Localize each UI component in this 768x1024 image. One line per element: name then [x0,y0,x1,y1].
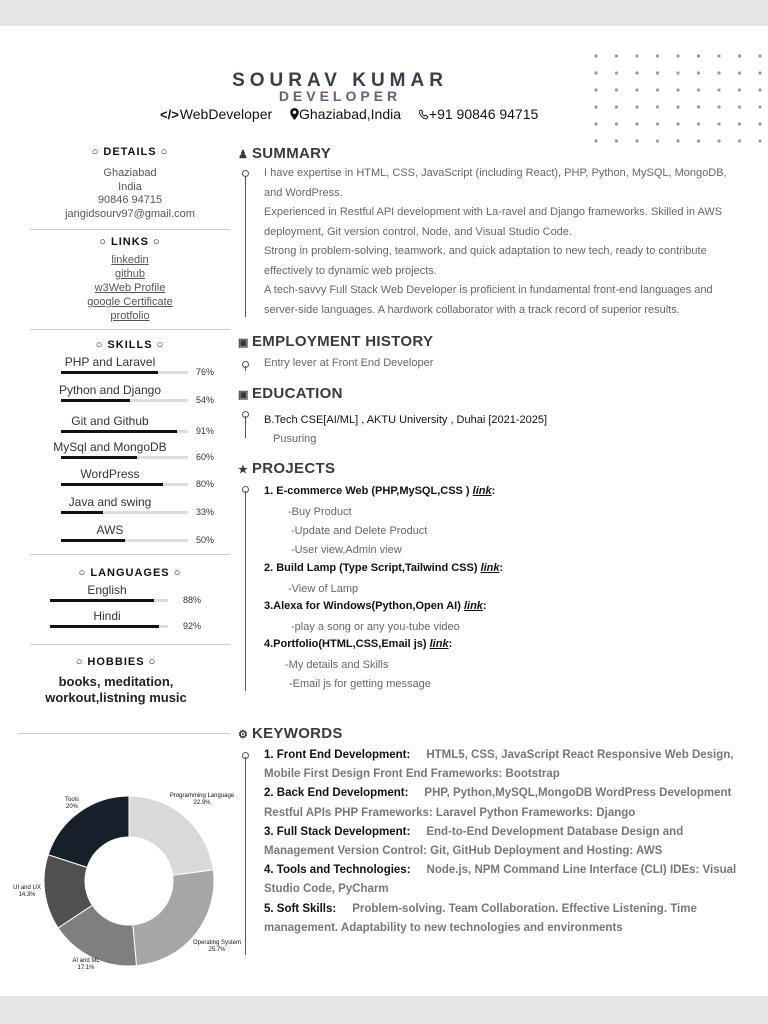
decorative-dot [697,71,700,74]
gears-icon: ⚙ [238,729,249,741]
pie-label-ai-ml: AI and ML 17.1% [72,958,100,971]
education-degree: B.Tech CSE[AI/ML] , AKTU University , Duhai [2021-2025] [264,414,548,426]
language-item [30,609,230,637]
skills-heading: ○ SKILLS ○ [95,339,165,351]
skill-bar-track [61,483,188,486]
skill-bar-track [61,511,188,514]
skills-pie-chart [0,786,250,996]
pie-slice-programming-language [129,796,213,875]
skill-bar-track [61,430,188,433]
timeline-dot [242,170,249,177]
graduation-icon: ▣ [238,389,249,401]
language-bar-track [50,599,168,602]
details-phone: 90846 94715 [97,194,163,206]
decorative-dot [635,54,638,57]
project-title: 2. Build Lamp (Type Script,Tailwind CSS) link: [264,562,504,574]
project-detail: -play a song or any you-tube video [291,621,460,633]
details-city: Ghaziabad [103,167,157,179]
skill-name: PHP and Laravel [64,355,156,369]
language-name: Hindi [93,609,121,623]
keywords-heading: ⚙ KEYWORDS [238,725,343,742]
skill-name: Git and Github [71,414,149,428]
links-block [30,236,230,323]
decorative-dot [656,105,659,108]
skill-percent: 80% [196,479,215,489]
pie-label-operating-system: Operating System 25.7% [192,940,242,953]
project-link[interactable]: link [463,600,483,612]
project-title: 4.Portfolio(HTML,CSS,Email js) link: [264,638,453,650]
keywords-list [264,746,754,938]
project-link[interactable]: link [472,485,492,497]
decorative-dot [676,122,679,125]
skill-name: Java and swing [68,495,152,509]
decorative-dot [635,122,638,125]
skill-percent: 50% [196,535,215,545]
project-link[interactable]: link [429,638,449,650]
decorative-dot [615,105,618,108]
contact-location: Ghaziabad,India [299,106,402,122]
link-google-certificate[interactable]: google Certificate [87,296,173,308]
decorative-dot [697,122,700,125]
skill-bar-fill [61,430,177,433]
skill-bar-fill [61,539,125,542]
summary-heading: ♟ SUMMARY [238,145,332,162]
decorative-dot [717,88,720,91]
decorative-dot [656,122,659,125]
person-icon: ♟ [238,149,249,161]
pie-label-programming: Programming Language 22.9% [169,793,235,806]
language-name: English [87,583,127,597]
skill-percent: 54% [196,395,215,405]
candidate-role: DEVELOPER [278,88,402,104]
contact-phone: +91 90846 94715 [428,106,539,122]
skill-bar-fill [61,456,137,459]
decorative-dot [758,105,761,108]
skill-bar-fill [61,371,158,374]
decorative-dot [717,105,720,108]
contact-line [160,106,580,122]
details-country: India [118,180,142,193]
details-block [30,146,230,221]
skill-bar-track [61,539,188,542]
decorative-dot [717,71,720,74]
divider [30,329,230,330]
decorative-dot [594,139,597,142]
skill-item [30,355,230,383]
decorative-dot [738,71,741,74]
education-status: Pusuring [273,433,317,445]
decorative-dot [635,139,638,142]
decorative-dot [717,139,720,142]
decorative-dot [594,105,597,108]
decorative-dot [697,88,700,91]
skill-item [30,495,230,523]
keyword-item: 3. Full Stack Development: End-to-End Development Database Design and Management Version Control: Git, GitHub Deployment and Hosting: AWS [264,825,684,858]
project-detail: -My details and Skills [285,659,389,671]
decorative-dot [594,54,597,57]
decorative-dot [697,105,700,108]
divider [30,229,230,230]
timeline-line [245,757,246,955]
code-icon: </> [160,107,179,122]
skill-bar-track [61,371,188,374]
decorative-dot [656,139,659,142]
decorative-dot [676,139,679,142]
resume-page [0,26,768,996]
language-bar-fill [50,599,154,602]
link-linkedin[interactable]: linkedin [111,254,149,266]
project-link[interactable]: link [480,562,500,574]
keyword-item: 4. Tools and Technologies: Node.js, NPM Command Line Interface (CLI) IDEs: Visual Studio Code, PyCharm [264,864,737,896]
contact-web: WebDeveloper [179,106,273,122]
decorative-dot [758,122,761,125]
link-github[interactable]: github [115,268,145,280]
language-percent: 92% [183,621,202,631]
decorative-dot [758,71,761,74]
briefcase-icon: ▣ [238,337,249,349]
keyword-item: 5. Soft Skills: Problem-solving. Team Collaboration. Effective Listening. Time management. Adaptability to new technologies and environments [264,902,697,934]
decorative-dot [738,54,741,57]
skill-bar-fill [61,399,130,402]
divider [30,644,230,645]
skill-percent: 60% [196,452,215,462]
decorative-dot [738,139,741,142]
link-w3web[interactable]: w3Web Profile [94,282,166,294]
pie-label-tools: Tools 20% [64,797,79,810]
links-heading: ○ LINKS ○ [99,236,161,248]
project-detail: -Email js for getting message [289,678,431,690]
project-detail: -Update and Delete Product [291,525,428,537]
decorative-dot [697,139,700,142]
star-icon: ★ [238,464,249,476]
decorative-dot [635,105,638,108]
skill-item [30,440,230,468]
skill-item [30,523,230,551]
timeline-line [245,491,246,691]
decorative-dot [676,54,679,57]
decorative-dot [615,139,618,142]
employment-heading: ▣ EMPLOYMENT HISTORY [238,333,434,350]
decorative-dot [758,54,761,57]
skill-percent: 91% [196,426,215,436]
skill-name: WordPress [80,467,140,481]
skill-bar-track [61,456,188,459]
hobbies-text: books, meditation, workout,listning music [45,674,187,705]
projects-heading: ★ PROJECTS [238,460,336,477]
employment-entry: Entry lever at Front End Developer [264,357,434,369]
keyword-item: 1. Front End Development: HTML5, CSS, JavaScript React Responsive Web Design, Mobile First Design Front End Frameworks: Bootstrap [264,749,734,781]
divider [30,554,230,555]
skill-item [30,467,230,495]
pie-label-ui-ux: UI and UX 14.3% [13,885,41,898]
skill-bar-fill [61,511,103,514]
timeline-line [245,416,246,438]
decorative-dot [717,122,720,125]
education-heading: ▣ EDUCATION [238,385,343,402]
phone-icon [419,109,429,120]
details-heading: ○ DETAILS ○ [91,146,169,158]
decorative-dot [738,88,741,91]
skill-item [30,383,230,411]
skill-percent: 33% [196,507,215,517]
skill-name: MySql and MongoDB [53,440,167,454]
decorative-dot [738,122,741,125]
link-portfolio[interactable]: protfolio [110,310,150,322]
skill-name: AWS [96,523,124,537]
skill-item [30,414,230,442]
candidate-name: SOURAV KUMAR [232,70,448,91]
decorative-dot [615,122,618,125]
decorative-dot [697,54,700,57]
skill-percent: 76% [196,367,215,377]
language-bar-fill [50,625,159,628]
divider [18,733,230,734]
summary-text: I have expertise in HTML, CSS, JavaScript (including React), PHP, Python, MySQL, MongoDB, and WordPress. Experienced in Restful API development with La-ravel and Django frameworks. Skilled in AWS deployment, Git version control, Node, and Visual Studio Code. Strong in problem-solving, teamwork, and quick adaptation to new tech, ready to contribute effectively to dynamic web projects. A tech-savvy Full Stack Web Developer is proficient in fundamental front-end languages and server-side languages. A hardwork collaborator with a track record of superior results. [264,167,727,316]
language-percent: 88% [183,595,202,605]
decorative-dot [676,105,679,108]
timeline-line [245,172,246,317]
project-detail: -Buy Product [288,506,352,518]
project-title: 1. E-commerce Web (PHP,MySQL,CSS ) link: [264,485,496,497]
skill-bar-track [61,399,188,402]
map-pin-icon [290,108,299,120]
project-detail: -View of Lamp [288,583,359,595]
hobbies-heading: ○ HOBBIES ○ [75,656,157,668]
language-bar-track [50,625,168,628]
decorative-dot [656,54,659,57]
keyword-item: 2. Back End Development: PHP, Python,MySQL,MongoDB WordPress Development Restful APIs PHP Frameworks: Laravel Python Frameworks: Django [264,787,732,819]
skill-bar-fill [61,483,163,486]
decorative-dot [615,54,618,57]
decorative-dot [758,88,761,91]
project-detail: -User view,Admin view [291,544,402,556]
decorative-dot [758,139,761,142]
decorative-dot [738,105,741,108]
timeline-line [245,366,246,371]
languages-heading: ○ LANGUAGES ○ [78,567,182,579]
language-item [30,583,230,611]
skill-name: Python and Django [58,383,162,397]
decorative-dot [717,54,720,57]
project-title: 3.Alexa for Windows(Python,Open AI) link: [264,600,487,612]
decorative-dot [594,122,597,125]
details-email: jangidsourv97@gmail.com [65,207,195,220]
